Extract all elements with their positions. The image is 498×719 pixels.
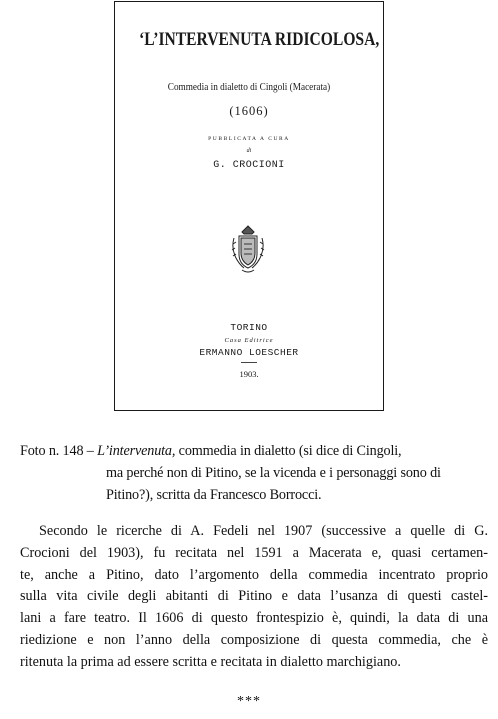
book-title: ‘L’INTERVENUTA RIDICOLOSA, (139, 29, 380, 50)
book-author: G. CROCIONI (213, 160, 285, 171)
body-line: riedizione e non l’anno della composizione di questa commedia, che è (20, 631, 488, 648)
body-line: ritenuta la prima ad essere scritta e recitata in dialetto marchigiano. (20, 653, 401, 670)
caption-line-2: ma perché non di Pitino, se la vicenda e i personaggi sono di (106, 465, 441, 481)
body-line: Secondo le ricerche di A. Fedeli nel 1907 (successive a quelle di G. (39, 523, 488, 539)
by-label: di (246, 148, 252, 154)
body-line: lani a fare teatro. Il 1606 di questo frontespizio è, quindi, la data di una (20, 610, 488, 627)
body-line: sulla vita civile degli abitanti di Pitino e data l’usanza di questi castel- (20, 588, 488, 605)
publisher-crest-icon (230, 224, 266, 276)
body-paragraph (20, 521, 488, 674)
publisher-city: TORINO (230, 322, 268, 333)
title-page-scan (114, 1, 384, 411)
publisher-name: ERMANNO LOESCHER (199, 347, 299, 358)
figure-caption (20, 440, 490, 506)
divider (241, 362, 257, 363)
book-subtitle: Commedia in dialetto di Cingoli (Macerata) (167, 82, 331, 93)
published-by-label: PUBBLICATA A CURA (208, 136, 290, 142)
publisher-house-label: Casa Editrice (224, 337, 274, 344)
caption-label: Foto n. 148 – (20, 443, 98, 459)
book-year: (1606) (229, 104, 269, 118)
caption-line-3: Pitino?), scritta da Francesco Borrocci. (106, 487, 322, 503)
publication-year: 1903. (239, 369, 259, 379)
caption-title: L’intervenuta, (97, 443, 176, 459)
caption-line-1 (20, 440, 490, 462)
caption-line-1-rest: commedia in dialetto (si dice di Cingoli, (175, 443, 402, 459)
section-separator: *** (237, 694, 261, 709)
body-line: Crocioni del 1903), fu recitata nel 1591 a Macerata e, quasi certamen- (20, 544, 488, 561)
body-line: te, anche a Pitino, dato l’argomento della commedia incentrato proprio (20, 566, 488, 583)
